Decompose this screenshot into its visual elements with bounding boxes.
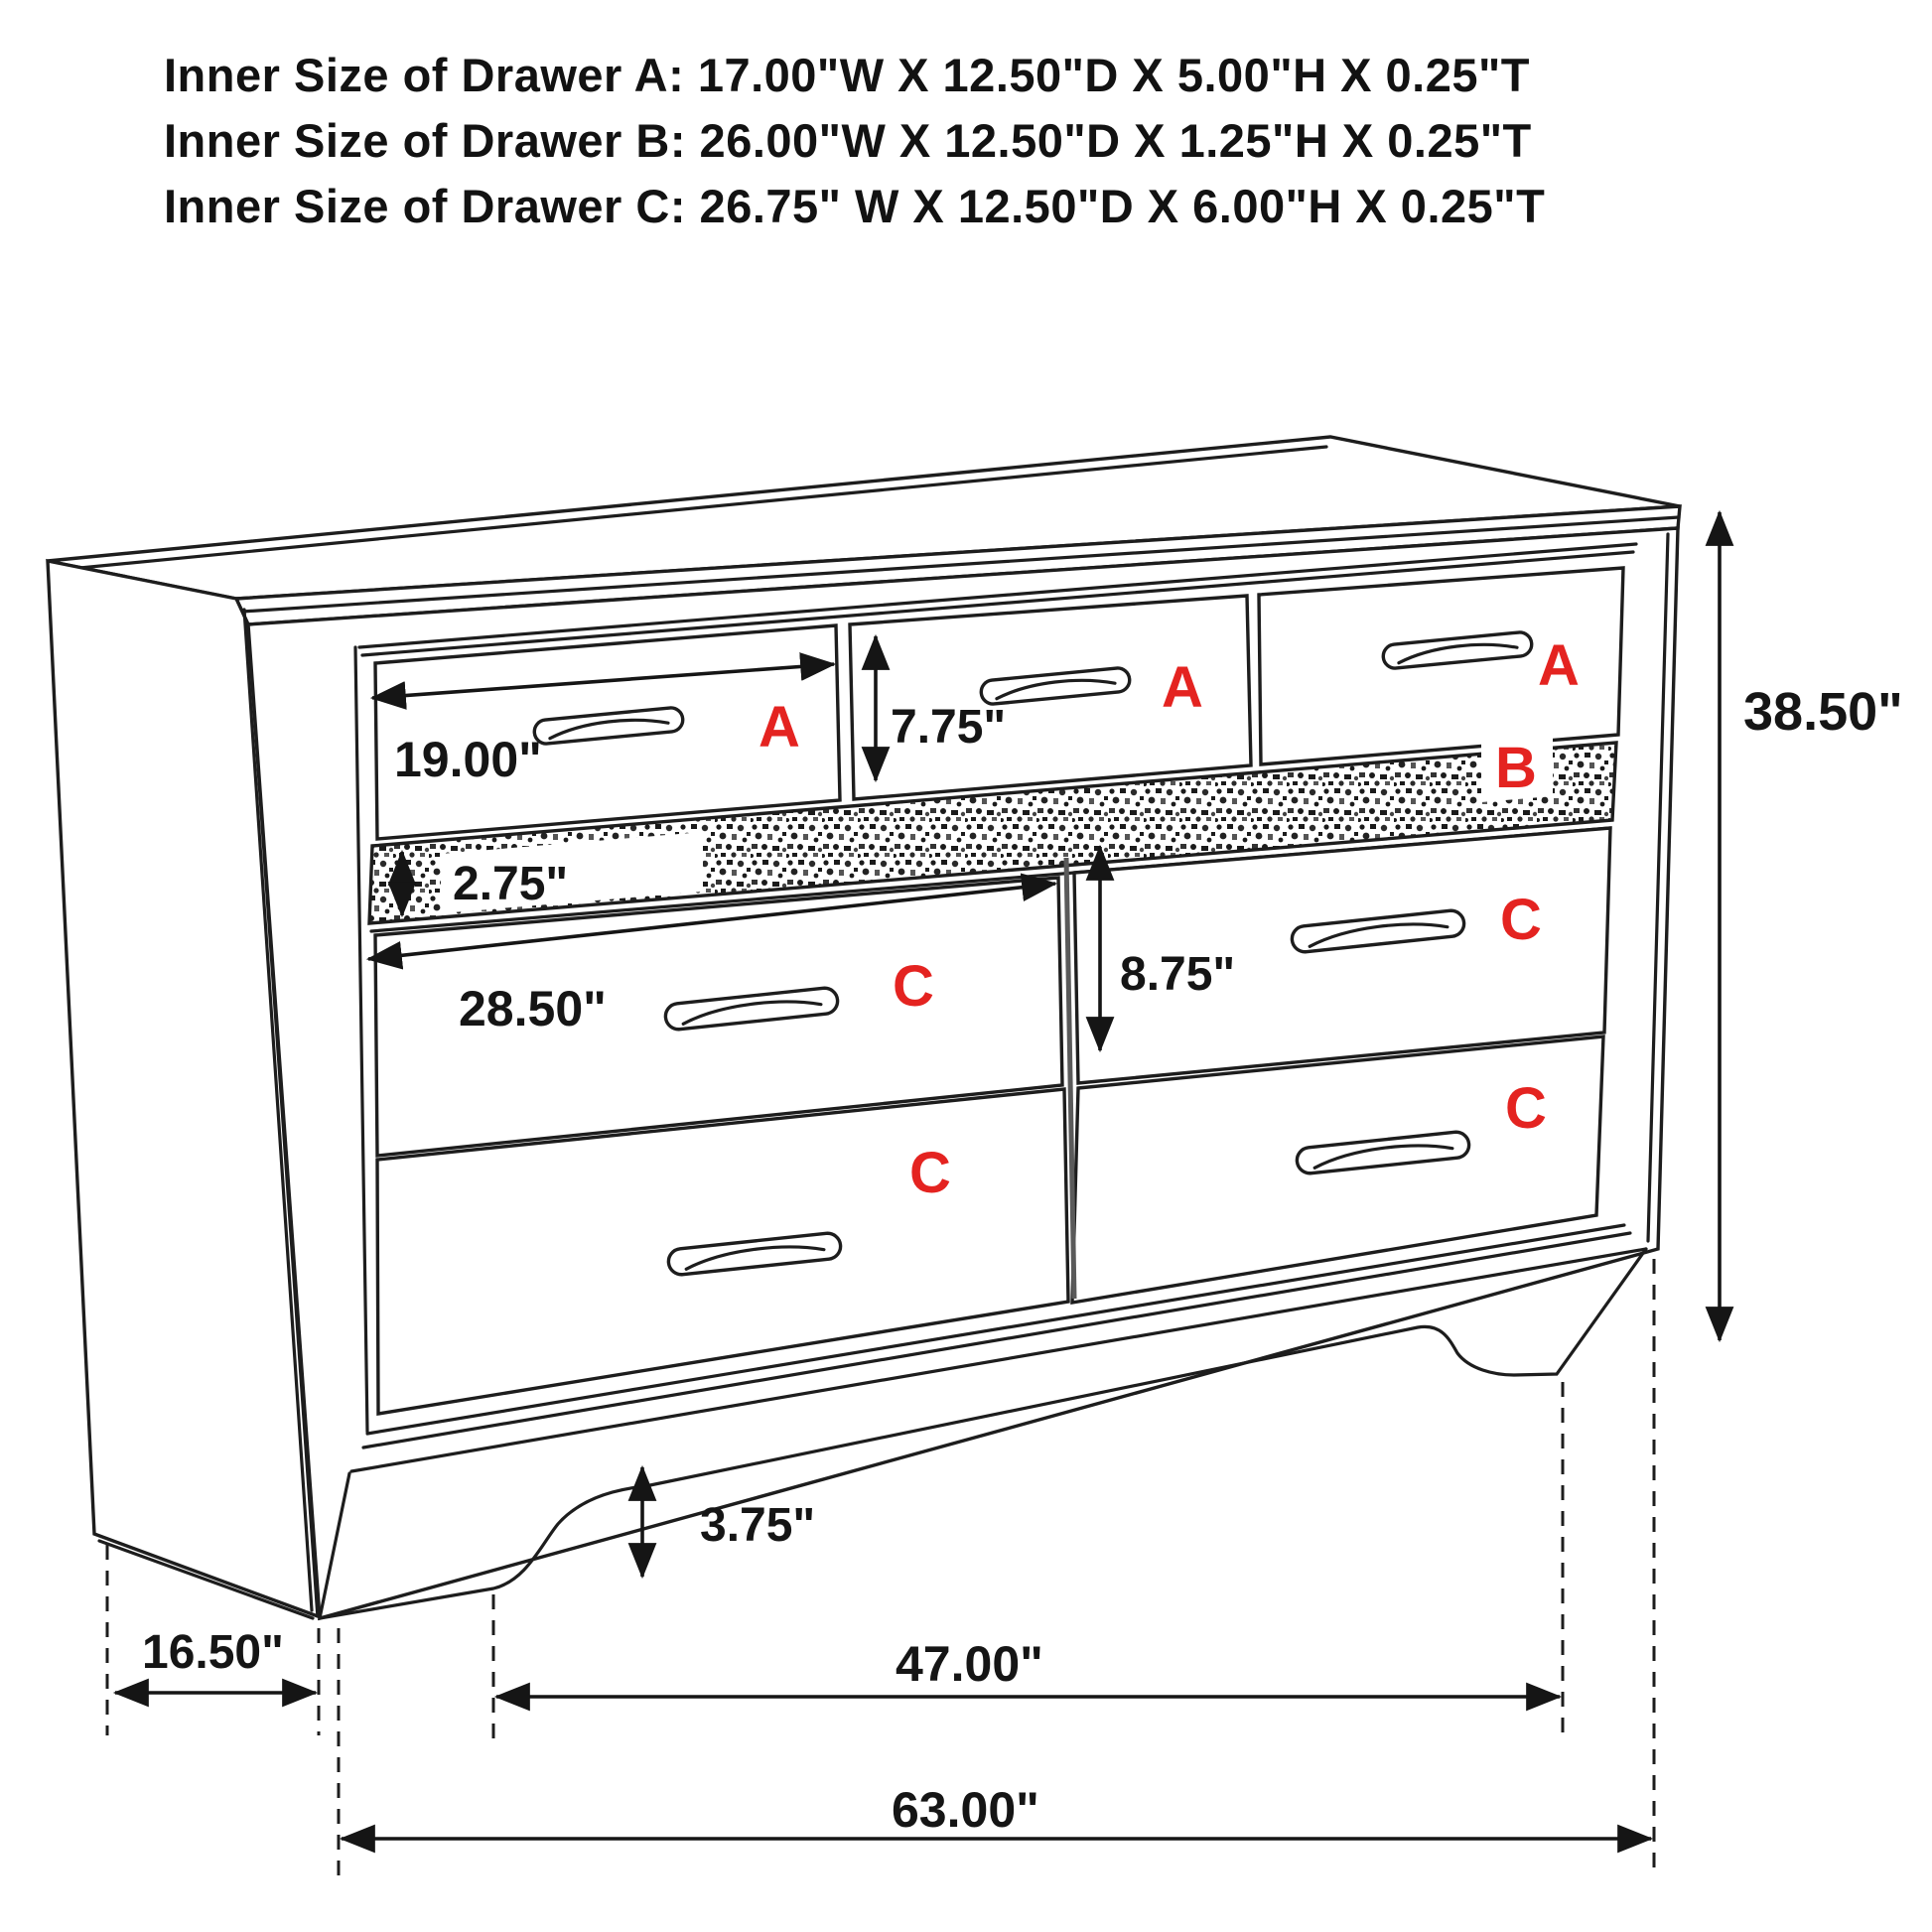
drawer-c2-right-label: C <box>1505 1076 1547 1141</box>
drawer-c1-right-label: C <box>1500 888 1542 952</box>
dim-foot-height-text: 3.75" <box>700 1499 816 1552</box>
drawer-a2-label: A <box>1162 655 1203 720</box>
drawer-b-label: B <box>1495 736 1537 800</box>
dim-feet-span-text: 47.00" <box>896 1636 1043 1692</box>
dim-drawer-c-width-text: 28.50" <box>459 981 607 1036</box>
dim-overall-width-text: 63.00" <box>892 1782 1039 1838</box>
spec-line-2: Inner Size of Drawer B: 26.00"W X 12.50"D X 1.25"H X 0.25"T <box>164 114 1532 167</box>
dim-drawer-b-height-text: 2.75" <box>453 858 569 910</box>
dim-drawer-c-height-text: 8.75" <box>1120 948 1236 1001</box>
dim-drawer-a-width-text: 19.00" <box>394 732 542 787</box>
dim-overall-depth-text: 16.50" <box>142 1626 284 1679</box>
dim-overall-height-text: 38.50" <box>1743 682 1903 742</box>
dresser-body <box>48 437 1680 1618</box>
dim-drawer-a-height-text: 7.75" <box>891 701 1007 754</box>
spec-header <box>164 49 1545 232</box>
drawer-c2-left-label: C <box>909 1141 951 1205</box>
drawer-c1-left-label: C <box>893 954 934 1019</box>
drawer-a1-label: A <box>759 695 800 759</box>
drawer-a3-label: A <box>1538 633 1580 698</box>
spec-line-3: Inner Size of Drawer C: 26.75" W X 12.50"D X 6.00"H X 0.25"T <box>164 180 1546 232</box>
spec-line-1: Inner Size of Drawer A: 17.00"W X 12.50"D X 5.00"H X 0.25"T <box>164 49 1530 101</box>
